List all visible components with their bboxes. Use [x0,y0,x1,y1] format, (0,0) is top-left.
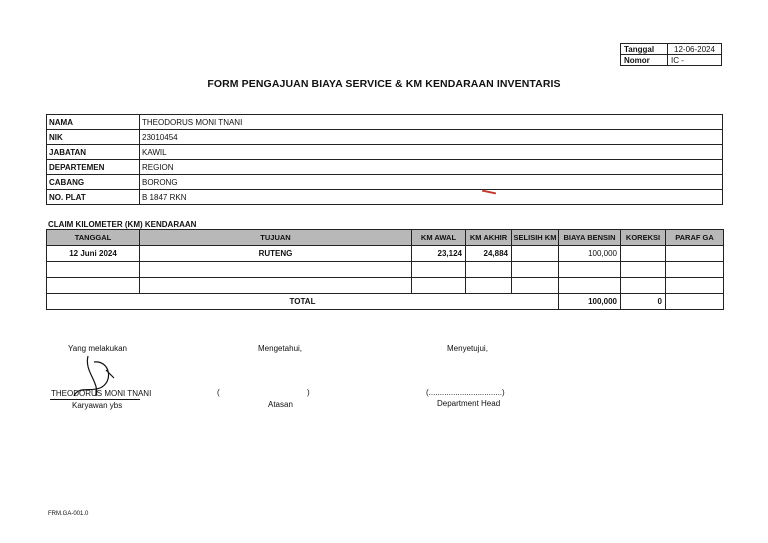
cell-biaya: 100,000 [559,246,621,262]
table-row [47,262,724,278]
info-label: NAMA [47,115,140,130]
col-header-koreksi: KOREKSI [621,230,666,246]
info-value: 23010454 [140,130,723,145]
sig3-role: Department Head [437,399,501,408]
info-label: DEPARTEMEN [47,160,140,175]
total-koreksi: 0 [621,294,666,310]
tanggal-value: 12-06-2024 [668,44,722,55]
claim-header-row [47,230,724,246]
meta-box [620,43,722,66]
cell-paraf [666,246,724,262]
info-row-nama [47,115,723,130]
info-label: NO. PLAT [47,190,140,205]
total-biaya: 100,000 [559,294,621,310]
sig3-blank-line: (.................................) [426,388,505,397]
nomor-value: IC - [668,55,722,66]
tanggal-label: Tanggal [621,44,668,55]
sig3-heading: Menyetujui, [447,344,488,353]
sig2-paren-close: ) [307,388,310,397]
info-label: NIK [47,130,140,145]
col-header-biaya: BIAYA BENSIN [559,230,621,246]
form-title: FORM PENGAJUAN BIAYA SERVICE & KM KENDARAAN INVENTARIS [207,78,561,90]
info-value: BORONG [140,175,723,190]
info-label: JABATAN [47,145,140,160]
info-value: B 1847 RKN [140,190,723,205]
info-row-cabang [47,175,723,190]
table-row [47,246,724,262]
col-header-paraf: PARAF GA [666,230,724,246]
sig1-name: THEODORUS MONI TNANI [51,389,152,398]
col-header-tujuan: TUJUAN [140,230,412,246]
cell-koreksi [621,246,666,262]
info-row-departemen [47,160,723,175]
claim-section-title: CLAIM KILOMETER (KM) KENDARAAN [48,220,197,229]
info-value: THEODORUS MONI TNANI [140,115,723,130]
claim-table [46,229,724,310]
sig2-paren-open: ( [217,388,220,397]
cell-tanggal: 12 Juni 2024 [47,246,140,262]
col-header-tanggal: TANGGAL [47,230,140,246]
total-label: TOTAL [47,294,559,310]
info-value: REGION [140,160,723,175]
sig2-heading: Mengetahui, [258,344,303,353]
info-label: CABANG [47,175,140,190]
col-header-km-awal: KM AWAL [412,230,466,246]
sig1-heading: Yang melakukan [68,344,127,353]
sig2-role: Atasan [268,400,293,409]
sig1-role: Karyawan ybs [72,401,123,410]
form-code: FRM.GA-001.0 [48,511,89,517]
cell-km-awal: 23,124 [412,246,466,262]
employee-info-table [46,114,723,205]
total-paraf [666,294,724,310]
total-row [47,294,724,310]
info-value: KAWIL [140,145,723,160]
cell-tujuan: RUTENG [140,246,412,262]
table-row [47,278,724,294]
cell-selisih [512,246,559,262]
col-header-selisih: SELISIH KM [512,230,559,246]
sig1-underline [50,399,140,400]
info-row-plat [47,190,723,205]
col-header-km-akhir: KM AKHIR [466,230,512,246]
cell-km-akhir: 24,884 [466,246,512,262]
info-row-nik [47,130,723,145]
info-row-jabatan [47,145,723,160]
nomor-label: Nomor [621,55,668,66]
